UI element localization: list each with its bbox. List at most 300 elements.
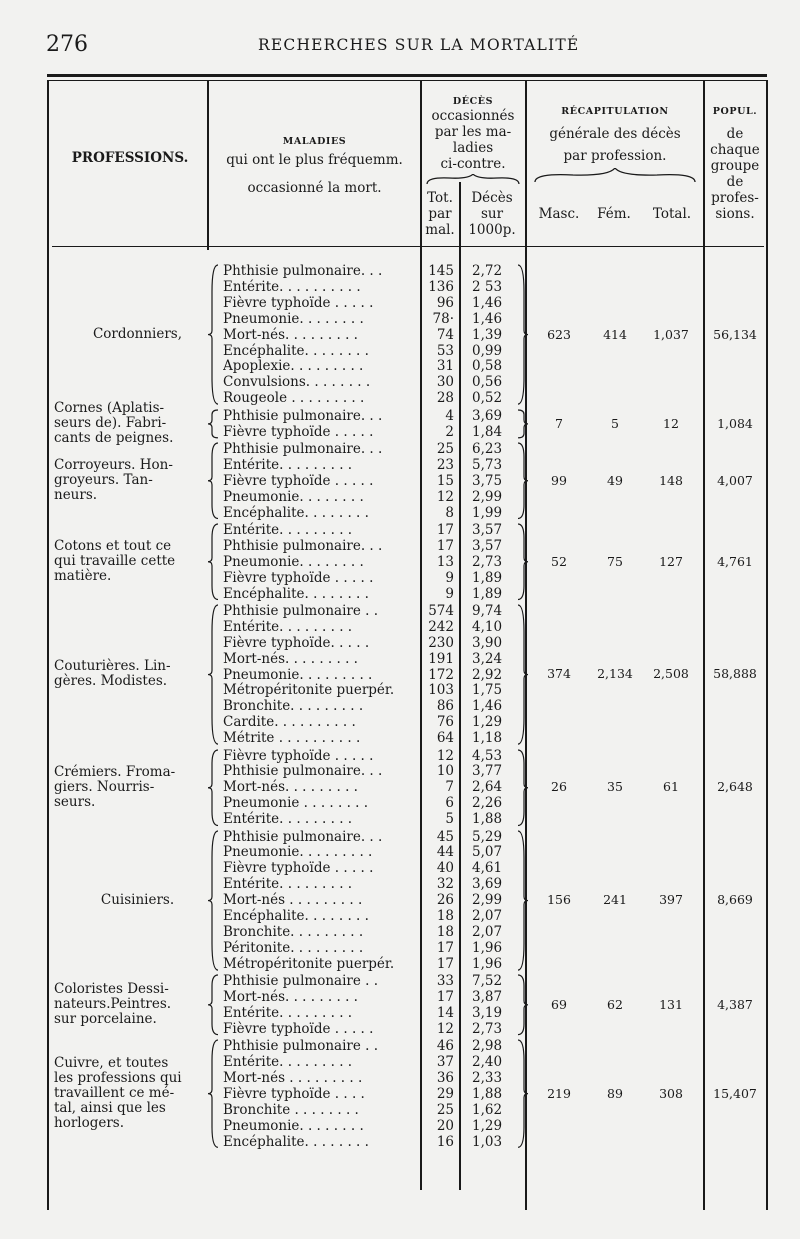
maladie-cell: Métropéritonite puerpér. bbox=[223, 955, 395, 972]
maladie-cell: Phthisie pulmonaire. . . bbox=[223, 763, 383, 780]
rate-cell: 1,88 bbox=[472, 1085, 503, 1102]
maladie-cell: Bronchite. . . . . . . . . bbox=[223, 923, 364, 940]
header-deces-brace bbox=[425, 174, 521, 186]
total-deaths-cell: 191 bbox=[428, 650, 454, 667]
table-row bbox=[0, 603, 800, 619]
table-row bbox=[0, 908, 800, 924]
table-row bbox=[0, 829, 800, 845]
table-row bbox=[0, 263, 800, 279]
total-deaths-cell: 40 bbox=[436, 860, 454, 877]
recap-total: 61 bbox=[663, 779, 679, 795]
right-brace bbox=[516, 522, 528, 602]
recap-popul: 56,134 bbox=[713, 326, 757, 342]
profession-label: nateurs.Peintres. bbox=[54, 996, 172, 1013]
table-row bbox=[0, 570, 800, 586]
profession-label: groyeurs. Tan- bbox=[54, 472, 153, 489]
recap-masc: 99 bbox=[551, 472, 567, 488]
maladie-cell: Rougeole . . . . . . . . . bbox=[223, 390, 365, 407]
maladie-cell: Phthisie pulmonaire. . . bbox=[223, 537, 383, 554]
total-deaths-cell: 6 bbox=[445, 795, 454, 812]
rate-cell: 1,89 bbox=[472, 569, 503, 586]
maladie-cell: Apoplexie. . . . . . . . . bbox=[223, 358, 364, 375]
recap-fem: 241 bbox=[603, 892, 627, 908]
total-deaths-cell: 12 bbox=[436, 1020, 454, 1037]
profession-label: seurs de). Fabri- bbox=[54, 415, 167, 431]
header-total: Total. bbox=[652, 206, 692, 222]
header-tot-2: par bbox=[428, 206, 452, 222]
rate-cell: 2,33 bbox=[472, 1070, 503, 1086]
header-popul-2: chaque bbox=[710, 142, 760, 158]
maladie-cell: Entérite. . . . . . . . . bbox=[223, 521, 353, 538]
header-deces-line3: ladies bbox=[452, 140, 494, 156]
maladie-cell: Encéphalite. . . . . . . . bbox=[223, 585, 369, 602]
rate-cell: 1,89 bbox=[472, 585, 503, 602]
rate-cell: 4,53 bbox=[472, 747, 503, 764]
maladie-cell: Fièvre typhoïde . . . . . bbox=[223, 294, 374, 311]
table-row bbox=[0, 522, 800, 538]
maladie-cell: Encéphalite. . . . . . . . bbox=[223, 908, 369, 924]
maladie-cell: Péritonite. . . . . . . . . bbox=[223, 939, 364, 956]
profession-label: Couturières. Lin- bbox=[54, 658, 171, 675]
rate-cell: 0,56 bbox=[472, 374, 503, 391]
header-tot-3: mal. bbox=[425, 222, 455, 238]
recap-masc: 374 bbox=[547, 666, 571, 682]
total-deaths-cell: 25 bbox=[436, 440, 454, 457]
right-brace bbox=[516, 441, 528, 521]
total-deaths-cell: 78· bbox=[432, 310, 454, 327]
total-deaths-cell: 36 bbox=[436, 1070, 454, 1086]
maladie-cell: Encéphalite. . . . . . . . bbox=[223, 1133, 369, 1150]
right-brace bbox=[516, 973, 528, 1037]
total-deaths-cell: 9 bbox=[445, 585, 454, 602]
table-row bbox=[0, 844, 800, 860]
rate-cell: 5,29 bbox=[472, 828, 503, 845]
total-deaths-cell: 74 bbox=[436, 326, 454, 343]
profession-label: neurs. bbox=[54, 487, 98, 504]
maladie-cell: Phthisie pulmonaire. . . bbox=[223, 407, 383, 424]
rate-cell: 1,99 bbox=[472, 504, 503, 521]
total-deaths-cell: 5 bbox=[445, 811, 454, 828]
table-row bbox=[0, 586, 800, 602]
total-deaths-cell: 8 bbox=[445, 504, 454, 521]
profession-label: Cuisiniers. bbox=[100, 891, 175, 908]
right-brace bbox=[516, 263, 528, 406]
rate-cell: 4,10 bbox=[472, 618, 503, 635]
profession-label: Coloristes Dessi- bbox=[54, 981, 169, 998]
table-row bbox=[0, 505, 800, 521]
profession-label: sur porcelaine. bbox=[54, 1011, 157, 1028]
header-popul-3: groupe bbox=[710, 158, 760, 174]
table-row bbox=[0, 795, 800, 811]
rate-cell: 0,99 bbox=[472, 342, 503, 359]
rate-cell: 1,96 bbox=[472, 939, 503, 956]
header-recap-title: RÉCAPITULATION bbox=[561, 106, 669, 117]
rate-cell: 2,72 bbox=[472, 263, 503, 279]
rate-cell: 1,46 bbox=[472, 698, 503, 715]
left-brace bbox=[208, 1038, 220, 1149]
recap-total: 12 bbox=[663, 415, 679, 431]
total-deaths-cell: 574 bbox=[428, 602, 454, 619]
right-brace bbox=[516, 1038, 528, 1149]
maladie-cell: Phthisie pulmonaire . . bbox=[223, 602, 378, 619]
recap-popul: 58,888 bbox=[713, 666, 757, 682]
right-brace bbox=[516, 408, 528, 440]
right-brace bbox=[516, 603, 528, 746]
maladie-cell: Mort-nés. . . . . . . . . bbox=[223, 326, 358, 343]
total-deaths-cell: 230 bbox=[428, 634, 454, 651]
maladie-cell: Entérite. . . . . . . . . bbox=[223, 456, 353, 473]
maladie-cell: Phthisie pulmonaire . . bbox=[223, 973, 378, 990]
total-deaths-cell: 25 bbox=[436, 1101, 454, 1118]
header-masc: Masc. bbox=[538, 206, 580, 222]
header-deces-line4: ci-contre. bbox=[440, 156, 506, 172]
maladie-cell: Mort-nés. . . . . . . . . bbox=[223, 989, 358, 1005]
rate-cell: 3,57 bbox=[472, 521, 503, 538]
table-row bbox=[0, 748, 800, 764]
left-brace bbox=[208, 441, 220, 521]
header-sur-1: Décès bbox=[471, 190, 513, 206]
left-brace bbox=[208, 522, 220, 602]
maladie-cell: Pneumonie. . . . . . . . bbox=[223, 1117, 364, 1134]
maladie-cell: Entérite. . . . . . . . . bbox=[223, 618, 353, 635]
profession-label: qui travaille cette bbox=[54, 553, 176, 570]
rate-cell: 2,98 bbox=[472, 1038, 503, 1055]
recap-fem: 89 bbox=[607, 1085, 623, 1101]
recap-fem: 2,134 bbox=[597, 666, 633, 682]
total-deaths-cell: 16 bbox=[436, 1133, 454, 1150]
rate-cell: 2,73 bbox=[472, 553, 503, 570]
recap-popul: 15,407 bbox=[713, 1085, 757, 1101]
total-deaths-cell: 28 bbox=[436, 390, 454, 407]
profession-label: travaillent ce mé- bbox=[54, 1085, 175, 1102]
recap-fem: 5 bbox=[611, 415, 619, 431]
header-maladies-line1: qui ont le plus fréquemm. bbox=[226, 152, 403, 168]
recap-total: 1,037 bbox=[653, 326, 689, 342]
total-deaths-cell: 18 bbox=[436, 923, 454, 940]
table-row bbox=[0, 635, 800, 651]
header-recap-line2: par profession. bbox=[563, 148, 667, 164]
maladie-cell: Fièvre typhoïde . . . . . bbox=[223, 472, 374, 489]
table-row bbox=[0, 358, 800, 374]
recap-masc: 219 bbox=[547, 1085, 571, 1101]
maladie-cell: Encéphalite. . . . . . . . bbox=[223, 342, 369, 359]
maladie-cell: Mort-nés. . . . . . . . . bbox=[223, 650, 358, 667]
maladie-cell: Encéphalite. . . . . . . . bbox=[223, 504, 369, 521]
total-deaths-cell: 172 bbox=[428, 666, 454, 683]
recap-fem: 62 bbox=[607, 996, 623, 1012]
recap-masc: 69 bbox=[551, 996, 567, 1012]
profession-label: Cordonniers, bbox=[92, 326, 183, 343]
profession-label: Corroyeurs. Hon- bbox=[54, 457, 173, 474]
profession-label: cants de peignes. bbox=[54, 430, 174, 446]
total-deaths-cell: 37 bbox=[436, 1054, 454, 1071]
recap-fem: 414 bbox=[603, 326, 627, 342]
header-maladies-title: MALADIES bbox=[282, 136, 347, 147]
recap-total: 397 bbox=[659, 892, 683, 908]
maladie-cell: Mort-nés . . . . . . . . . bbox=[223, 892, 363, 909]
recap-total: 2,508 bbox=[653, 666, 689, 682]
total-deaths-cell: 26 bbox=[436, 892, 454, 909]
rate-cell: 1,62 bbox=[472, 1101, 503, 1118]
col-line-1 bbox=[207, 80, 209, 250]
top-rule-inner bbox=[47, 80, 767, 81]
table-row bbox=[0, 295, 800, 311]
total-deaths-cell: 23 bbox=[436, 456, 454, 473]
table-row bbox=[0, 311, 800, 327]
total-deaths-cell: 33 bbox=[436, 973, 454, 990]
header-deces-line1: occasionnés bbox=[431, 108, 515, 124]
profession-label: Cotons et tout ce bbox=[54, 538, 172, 555]
maladie-cell: Phthisie pulmonaire. . . bbox=[223, 263, 383, 279]
total-deaths-cell: 64 bbox=[436, 730, 454, 747]
rate-cell: 3,57 bbox=[472, 537, 503, 554]
recap-masc: 26 bbox=[551, 779, 567, 795]
rate-cell: 1,46 bbox=[472, 310, 503, 327]
recap-popul: 4,007 bbox=[717, 472, 753, 488]
total-deaths-cell: 45 bbox=[436, 828, 454, 845]
maladie-cell: Fièvre typhoïde . . . . bbox=[223, 1085, 365, 1102]
left-brace bbox=[208, 408, 220, 440]
rate-cell: 1,18 bbox=[472, 730, 503, 747]
total-deaths-cell: 17 bbox=[436, 537, 454, 554]
total-deaths-cell: 12 bbox=[436, 747, 454, 764]
recap-total: 308 bbox=[659, 1085, 683, 1101]
recap-popul: 1,084 bbox=[717, 415, 753, 431]
rate-cell: 3,69 bbox=[472, 876, 503, 893]
total-deaths-cell: 2 bbox=[445, 423, 454, 440]
total-deaths-cell: 7 bbox=[445, 779, 454, 796]
total-deaths-cell: 12 bbox=[436, 488, 454, 505]
header-recap-brace bbox=[533, 168, 697, 184]
maladie-cell: Entérite. . . . . . . . . bbox=[223, 1004, 353, 1021]
total-deaths-cell: 242 bbox=[428, 618, 454, 635]
total-deaths-cell: 136 bbox=[428, 278, 454, 295]
header-fem: Fém. bbox=[597, 206, 631, 222]
rate-cell: 7,52 bbox=[472, 973, 503, 990]
rate-cell: 2,99 bbox=[472, 488, 503, 505]
maladie-cell: Fièvre typhoïde . . . . . bbox=[223, 747, 374, 764]
recap-popul: 8,669 bbox=[717, 892, 753, 908]
recap-popul: 4,761 bbox=[717, 553, 753, 569]
maladie-cell: Phthisie pulmonaire . . bbox=[223, 1038, 378, 1055]
recap-masc: 156 bbox=[547, 892, 571, 908]
rate-cell: 3,69 bbox=[472, 407, 503, 424]
maladie-cell: Pneumonie. . . . . . . . . bbox=[223, 666, 373, 683]
rate-cell: 2 53 bbox=[472, 278, 503, 295]
rate-cell: 1,03 bbox=[472, 1133, 503, 1150]
recap-popul: 2,648 bbox=[717, 779, 753, 795]
recap-masc: 7 bbox=[555, 415, 563, 431]
header-popul-5: profes- bbox=[711, 190, 759, 206]
profession-label: matière. bbox=[54, 568, 112, 585]
total-deaths-cell: 10 bbox=[436, 763, 454, 780]
profession-label: giers. Nourris- bbox=[54, 778, 155, 795]
maladie-cell: Convulsions. . . . . . . . bbox=[223, 374, 371, 391]
header-rule bbox=[52, 246, 764, 247]
maladie-cell: Pneumonie. . . . . . . . . bbox=[223, 844, 373, 861]
table-row bbox=[0, 489, 800, 505]
profession-label: Cuivre, et toutes bbox=[54, 1055, 169, 1072]
table-row bbox=[0, 1038, 800, 1054]
table-row bbox=[0, 730, 800, 746]
maladie-cell: Cardite. . . . . . . . . . bbox=[223, 714, 356, 731]
table-row bbox=[0, 714, 800, 730]
header-professions: PROFESSIONS. bbox=[71, 150, 189, 166]
rate-cell: 1,29 bbox=[472, 1117, 503, 1134]
total-deaths-cell: 32 bbox=[436, 876, 454, 893]
profession-label: Crémiers. Froma- bbox=[54, 763, 176, 780]
maladie-cell: Entérite. . . . . . . . . . bbox=[223, 278, 361, 295]
recap-popul: 4,387 bbox=[717, 996, 753, 1012]
total-deaths-cell: 46 bbox=[436, 1038, 454, 1055]
rate-cell: 3,87 bbox=[472, 989, 503, 1005]
total-deaths-cell: 17 bbox=[436, 939, 454, 956]
rate-cell: 1,75 bbox=[472, 682, 503, 699]
rate-cell: 0,58 bbox=[472, 358, 503, 375]
recap-masc: 623 bbox=[547, 326, 571, 342]
total-deaths-cell: 17 bbox=[436, 989, 454, 1005]
total-deaths-cell: 20 bbox=[436, 1117, 454, 1134]
profession-label: horlogers. bbox=[54, 1115, 125, 1132]
top-rule bbox=[47, 74, 767, 77]
rate-cell: 1,29 bbox=[472, 714, 503, 731]
header-deces-line2: par les ma- bbox=[434, 124, 512, 140]
rate-cell: 2,73 bbox=[472, 1020, 503, 1037]
total-deaths-cell: 103 bbox=[428, 682, 454, 699]
table-row bbox=[0, 924, 800, 940]
rate-cell: 1,46 bbox=[472, 294, 503, 311]
header-sur-2: sur bbox=[480, 206, 504, 222]
recap-total: 127 bbox=[659, 553, 683, 569]
table-row bbox=[0, 619, 800, 635]
maladie-cell: Entérite. . . . . . . . . bbox=[223, 876, 353, 893]
page-number: 276 bbox=[46, 32, 88, 57]
rate-cell: 3,24 bbox=[472, 650, 503, 667]
header-popul-6: sions. bbox=[715, 206, 755, 222]
rate-cell: 2,99 bbox=[472, 892, 503, 909]
total-deaths-cell: 15 bbox=[436, 472, 454, 489]
total-deaths-cell: 53 bbox=[436, 342, 454, 359]
table-row bbox=[0, 876, 800, 892]
rate-cell: 1,84 bbox=[472, 423, 503, 440]
left-brace bbox=[208, 973, 220, 1037]
total-deaths-cell: 76 bbox=[436, 714, 454, 731]
left-brace bbox=[208, 829, 220, 972]
maladie-cell: Pneumonie. . . . . . . . bbox=[223, 553, 364, 570]
table-row bbox=[0, 956, 800, 972]
header-popul-1: de bbox=[726, 126, 744, 142]
maladie-cell: Pneumonie . . . . . . . . bbox=[223, 795, 369, 812]
left-brace bbox=[208, 263, 220, 406]
table-row bbox=[0, 441, 800, 457]
header-recap-line1: générale des décès bbox=[549, 126, 681, 142]
maladie-cell: Phthisie pulmonaire. . . bbox=[223, 828, 383, 845]
rate-cell: 1,88 bbox=[472, 811, 503, 828]
maladie-cell: Entérite. . . . . . . . . bbox=[223, 1054, 353, 1071]
table-row bbox=[0, 811, 800, 827]
total-deaths-cell: 96 bbox=[436, 294, 454, 311]
rate-cell: 0,52 bbox=[472, 390, 503, 407]
header-maladies-line2: occasionné la mort. bbox=[247, 180, 382, 196]
rate-cell: 6,23 bbox=[472, 440, 503, 457]
total-deaths-cell: 29 bbox=[436, 1085, 454, 1102]
rate-cell: 2,26 bbox=[472, 795, 503, 812]
header-popul-title: POPUL. bbox=[712, 106, 758, 117]
total-deaths-cell: 9 bbox=[445, 569, 454, 586]
total-deaths-cell: 145 bbox=[428, 263, 454, 279]
profession-label: Cornes (Aplatis- bbox=[54, 400, 165, 416]
total-deaths-cell: 86 bbox=[436, 698, 454, 715]
profession-label: seurs. bbox=[54, 793, 96, 810]
maladie-cell: Phthisie pulmonaire. . . bbox=[223, 440, 383, 457]
left-brace bbox=[208, 748, 220, 828]
total-deaths-cell: 4 bbox=[445, 407, 454, 424]
total-deaths-cell: 30 bbox=[436, 374, 454, 391]
rate-cell: 3,90 bbox=[472, 634, 503, 651]
left-brace bbox=[208, 603, 220, 746]
profession-label: gères. Modistes. bbox=[54, 673, 168, 690]
rate-cell: 5,73 bbox=[472, 456, 503, 473]
total-deaths-cell: 44 bbox=[436, 844, 454, 861]
rate-cell: 5,07 bbox=[472, 844, 503, 861]
recap-fem: 49 bbox=[607, 472, 623, 488]
maladie-cell: Bronchite. . . . . . . . . bbox=[223, 698, 364, 715]
table-row bbox=[0, 1134, 800, 1150]
maladie-cell: Fièvre typhoïde . . . . . bbox=[223, 860, 374, 877]
table-row bbox=[0, 279, 800, 295]
table-row bbox=[0, 698, 800, 714]
right-brace bbox=[516, 748, 528, 828]
rate-cell: 3,75 bbox=[472, 472, 503, 489]
recap-total: 148 bbox=[659, 472, 683, 488]
recap-fem: 35 bbox=[607, 779, 623, 795]
maladie-cell: Pneumonie. . . . . . . . bbox=[223, 310, 364, 327]
running-head: RECHERCHES SUR LA MORTALITÉ bbox=[258, 36, 580, 54]
maladie-cell: Mort-nés. . . . . . . . . bbox=[223, 779, 358, 796]
recap-total: 131 bbox=[659, 996, 683, 1012]
table-row bbox=[0, 860, 800, 876]
maladie-cell: Métropéritonite puerpér. bbox=[223, 682, 395, 699]
maladie-cell: Fièvre typhoïde . . . . . bbox=[223, 1020, 374, 1037]
profession-label: les professions qui bbox=[54, 1070, 182, 1087]
total-deaths-cell: 17 bbox=[436, 955, 454, 972]
header-sur-3: 1000p. bbox=[468, 222, 516, 238]
table-row bbox=[0, 343, 800, 359]
header-deces-title: DÉCÈS bbox=[452, 96, 494, 107]
total-deaths-cell: 14 bbox=[436, 1004, 454, 1021]
rate-cell: 2,92 bbox=[472, 666, 503, 683]
rate-cell: 3,19 bbox=[472, 1004, 503, 1021]
rate-cell: 3,77 bbox=[472, 763, 503, 780]
rate-cell: 4,61 bbox=[472, 860, 503, 877]
total-deaths-cell: 13 bbox=[436, 553, 454, 570]
recap-masc: 52 bbox=[551, 553, 567, 569]
rate-cell: 9,74 bbox=[472, 602, 503, 619]
maladie-cell: Fièvre typhoïde. . . . . bbox=[223, 634, 370, 651]
maladie-cell: Entérite. . . . . . . . . bbox=[223, 811, 353, 828]
table-row bbox=[0, 374, 800, 390]
profession-label: tal, ainsi que les bbox=[54, 1100, 166, 1117]
total-deaths-cell: 17 bbox=[436, 521, 454, 538]
maladie-cell: Fièvre typhoïde . . . . . bbox=[223, 423, 374, 440]
total-deaths-cell: 18 bbox=[436, 908, 454, 924]
rate-cell: 2,40 bbox=[472, 1054, 503, 1071]
header-popul-4: de bbox=[726, 174, 744, 190]
maladie-cell: Métrite . . . . . . . . . . bbox=[223, 730, 361, 747]
rate-cell: 1,96 bbox=[472, 955, 503, 972]
rate-cell: 1,39 bbox=[472, 326, 503, 343]
rate-cell: 2,07 bbox=[472, 923, 503, 940]
